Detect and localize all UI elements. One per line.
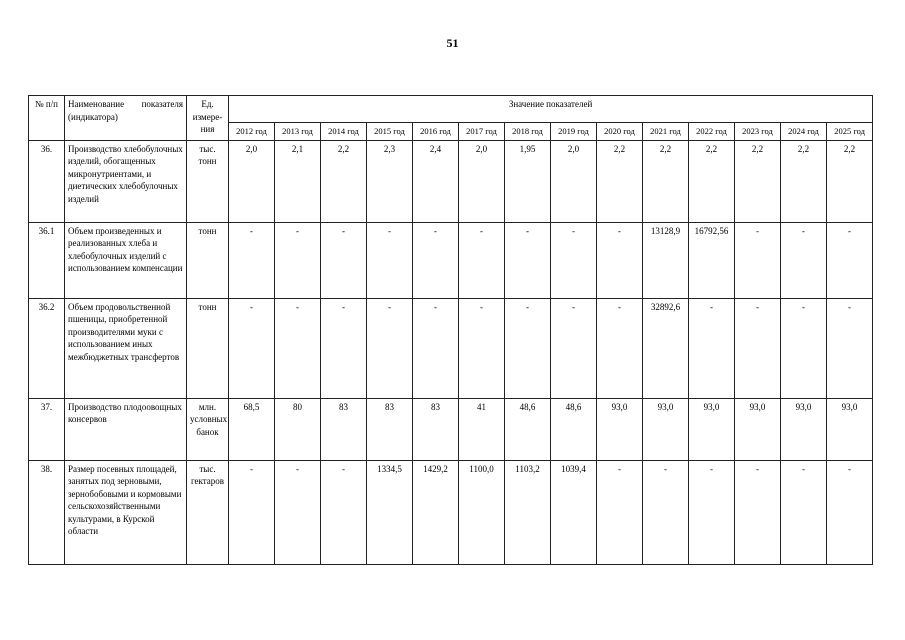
value-cell: 41 <box>459 398 505 460</box>
value-cell: 93,0 <box>643 398 689 460</box>
indicator-name: Объем продовольственной пшеницы, приобретенной производителями муки с использованием иных межбюджетных трансфертов <box>65 298 187 398</box>
value-cell: - <box>229 222 275 298</box>
unit-cell: тонн <box>187 298 229 398</box>
table-row <box>29 298 873 398</box>
row-number: 37. <box>29 398 65 460</box>
value-cell: - <box>367 298 413 398</box>
value-cell: 13128,9 <box>643 222 689 298</box>
indicator-name: Производство хлебобулочных изделий, обогащенных микронутриентами, и диетических хлебобулочных изделий <box>65 140 187 222</box>
value-cell: - <box>229 460 275 564</box>
value-cell: - <box>689 460 735 564</box>
header-name-line2: (индикатора) <box>68 111 118 122</box>
value-cell: 48,6 <box>551 398 597 460</box>
value-cell: - <box>689 298 735 398</box>
unit-cell: тыс. тонн <box>187 140 229 222</box>
value-cell: - <box>827 460 873 564</box>
indicator-name: Размер посевных площадей, занятых под зерновыми, зернобобовыми и кормовыми сельскохозяйственными культурами, в Курской области <box>65 460 187 564</box>
year-header: 2023 год <box>735 123 781 141</box>
indicator-name: Объем произведенных и реализованных хлеба и хлебобулочных изделий с использованием компенсации <box>65 222 187 298</box>
value-cell: 2,2 <box>781 140 827 222</box>
value-cell: - <box>643 460 689 564</box>
value-cell: - <box>735 222 781 298</box>
year-header: 2017 год <box>459 123 505 141</box>
table-body <box>29 140 873 564</box>
value-cell: - <box>459 222 505 298</box>
value-cell: 2,0 <box>459 140 505 222</box>
year-header: 2016 год <box>413 123 459 141</box>
year-header: 2015 год <box>367 123 413 141</box>
header-name <box>65 96 187 141</box>
year-header: 2020 год <box>597 123 643 141</box>
value-cell: - <box>551 298 597 398</box>
value-cell: - <box>827 298 873 398</box>
row-number: 36. <box>29 140 65 222</box>
value-cell: - <box>781 298 827 398</box>
header-name-right: показателя <box>141 99 183 109</box>
value-cell: - <box>321 298 367 398</box>
value-cell: 2,1 <box>275 140 321 222</box>
value-cell: 93,0 <box>781 398 827 460</box>
page-number: 51 <box>446 36 459 50</box>
value-cell: 93,0 <box>689 398 735 460</box>
value-cell: - <box>735 460 781 564</box>
value-cell: 2,2 <box>597 140 643 222</box>
value-cell: 1334,5 <box>367 460 413 564</box>
value-cell: 93,0 <box>827 398 873 460</box>
value-cell: 2,0 <box>551 140 597 222</box>
year-header: 2019 год <box>551 123 597 141</box>
value-cell: - <box>827 222 873 298</box>
year-header: 2021 год <box>643 123 689 141</box>
value-cell: - <box>735 298 781 398</box>
value-cell: 83 <box>367 398 413 460</box>
year-header: 2025 год <box>827 123 873 141</box>
header-unit: Ед. измере-ния <box>187 96 229 141</box>
header-num: № п/п <box>29 96 65 141</box>
value-cell: 80 <box>275 398 321 460</box>
header-row-top <box>29 96 873 123</box>
value-cell: - <box>781 222 827 298</box>
header-values-title: Значение показателей <box>229 96 873 123</box>
value-cell: - <box>275 222 321 298</box>
value-cell: 2,4 <box>413 140 459 222</box>
value-cell: - <box>597 222 643 298</box>
value-cell: 2,2 <box>321 140 367 222</box>
value-cell: - <box>229 298 275 398</box>
unit-cell: тонн <box>187 222 229 298</box>
value-cell: 2,0 <box>229 140 275 222</box>
row-number: 36.2 <box>29 298 65 398</box>
value-cell: 2,2 <box>827 140 873 222</box>
value-cell: 83 <box>413 398 459 460</box>
table-row <box>29 460 873 564</box>
year-header: 2018 год <box>505 123 551 141</box>
indicators-table <box>28 95 873 565</box>
value-cell: 68,5 <box>229 398 275 460</box>
header-name-left: Наименование <box>68 99 125 109</box>
row-number: 38. <box>29 460 65 564</box>
year-header: 2024 год <box>781 123 827 141</box>
value-cell: - <box>781 460 827 564</box>
value-cell: - <box>597 298 643 398</box>
value-cell: 2,2 <box>735 140 781 222</box>
value-cell: 1,95 <box>505 140 551 222</box>
value-cell: 2,3 <box>367 140 413 222</box>
table-row <box>29 398 873 460</box>
value-cell: 32892,6 <box>643 298 689 398</box>
value-cell: - <box>597 460 643 564</box>
value-cell: 93,0 <box>597 398 643 460</box>
value-cell: - <box>551 222 597 298</box>
table-row <box>29 140 873 222</box>
value-cell: - <box>321 460 367 564</box>
value-cell: 2,2 <box>689 140 735 222</box>
value-cell: - <box>275 460 321 564</box>
value-cell: 1100,0 <box>459 460 505 564</box>
value-cell: 2,2 <box>643 140 689 222</box>
year-header: 2013 год <box>275 123 321 141</box>
value-cell: - <box>505 298 551 398</box>
value-cell: 48,6 <box>505 398 551 460</box>
value-cell: - <box>459 298 505 398</box>
value-cell: 16792,56 <box>689 222 735 298</box>
value-cell: 1103,2 <box>505 460 551 564</box>
indicator-name: Производство плодоовощных консервов <box>65 398 187 460</box>
year-header: 2012 год <box>229 123 275 141</box>
value-cell: - <box>275 298 321 398</box>
year-header: 2014 год <box>321 123 367 141</box>
value-cell: 1429,2 <box>413 460 459 564</box>
table-row <box>29 222 873 298</box>
value-cell: 83 <box>321 398 367 460</box>
value-cell: - <box>413 222 459 298</box>
value-cell: 1039,4 <box>551 460 597 564</box>
value-cell: - <box>321 222 367 298</box>
year-header: 2022 год <box>689 123 735 141</box>
unit-cell: млн. условных банок <box>187 398 229 460</box>
value-cell: - <box>367 222 413 298</box>
value-cell: - <box>505 222 551 298</box>
row-number: 36.1 <box>29 222 65 298</box>
value-cell: 93,0 <box>735 398 781 460</box>
unit-cell: тыс. гектаров <box>187 460 229 564</box>
value-cell: - <box>413 298 459 398</box>
